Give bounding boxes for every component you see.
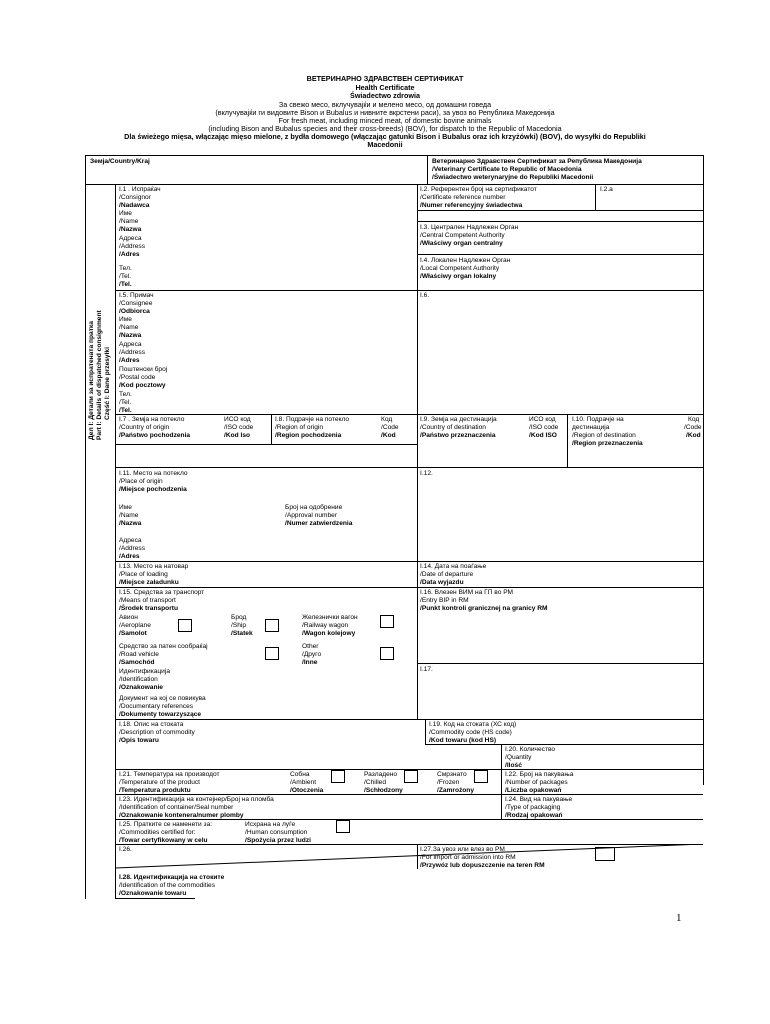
ambient-checkbox[interactable] [331, 770, 345, 783]
cert-title-mk: Ветеринарно Здравствен Сертификат за Република Македонија [432, 158, 642, 165]
diagonal-divider [115, 844, 705, 900]
field-i17: I.17. [420, 666, 433, 673]
side-label-en: Part I: Details of dispatched consignment [96, 310, 103, 440]
other-transport-checkbox[interactable] [380, 647, 394, 660]
ship-checkbox[interactable] [265, 619, 279, 632]
cert-title-en: /Veterinary Certificate to Republic of Macedonia [432, 166, 582, 173]
header-sub-mk1: За свежо месо, вклучувајќи и мелено месо, од домашни говеда [278, 100, 492, 109]
side-label-pl: Część I: Dane przesyłki [104, 347, 111, 420]
field-i6: I.6. [420, 292, 430, 299]
aeroplane-checkbox[interactable] [178, 619, 192, 632]
header-sub-en2: (including Bison and Bubalus species and their cross-breeds) (BOV), for dispatch to the Republic of Macedonia [208, 124, 562, 133]
side-label-mk: Дел I: Детали за испратената пратка [88, 321, 95, 440]
header-title: ВЕТЕРИНАРНО ЗДРАВСТВЕН СЕРТИФИКАТ [306, 74, 464, 83]
country-label: Земја/Country/Kraj [90, 158, 150, 165]
field-i12: I.12. [420, 470, 433, 477]
cert-title-pl: /Świadectwo weterynaryjne do Republiki Macedonii [432, 174, 594, 181]
header-sub-en1: For fresh meat, including minced meat, of domestic bovine animals [278, 116, 492, 125]
import-admission-checkbox[interactable] [595, 847, 615, 861]
header-title-en: Health Certificate [355, 83, 415, 92]
human-consumption-checkbox[interactable] [336, 820, 350, 833]
header-sub-pl1: Dla świeżego mięsa, włączając mięso mielone, z bydła domowego (włączając gatunki Bison i Bubalus oraz ich krzyżówki) (BOV), do wysyłki do Republiki [124, 132, 646, 141]
header-sub-pl2: Macedonii [367, 140, 403, 149]
header-title-pl: Świadectwo zdrowia [350, 91, 420, 100]
chilled-checkbox[interactable] [404, 770, 418, 783]
page-number: 1 [676, 912, 682, 924]
header-sub-mk2: (вклучувајќи ги видовите Bison и Bubalus и нивните вкрстени раси), за увоз во Република Македонија [215, 108, 555, 117]
field-i26: I.26. [119, 846, 132, 853]
road-vehicle-checkbox[interactable] [265, 647, 279, 660]
railway-wagon-checkbox[interactable] [380, 615, 394, 628]
frozen-checkbox[interactable] [474, 770, 488, 783]
